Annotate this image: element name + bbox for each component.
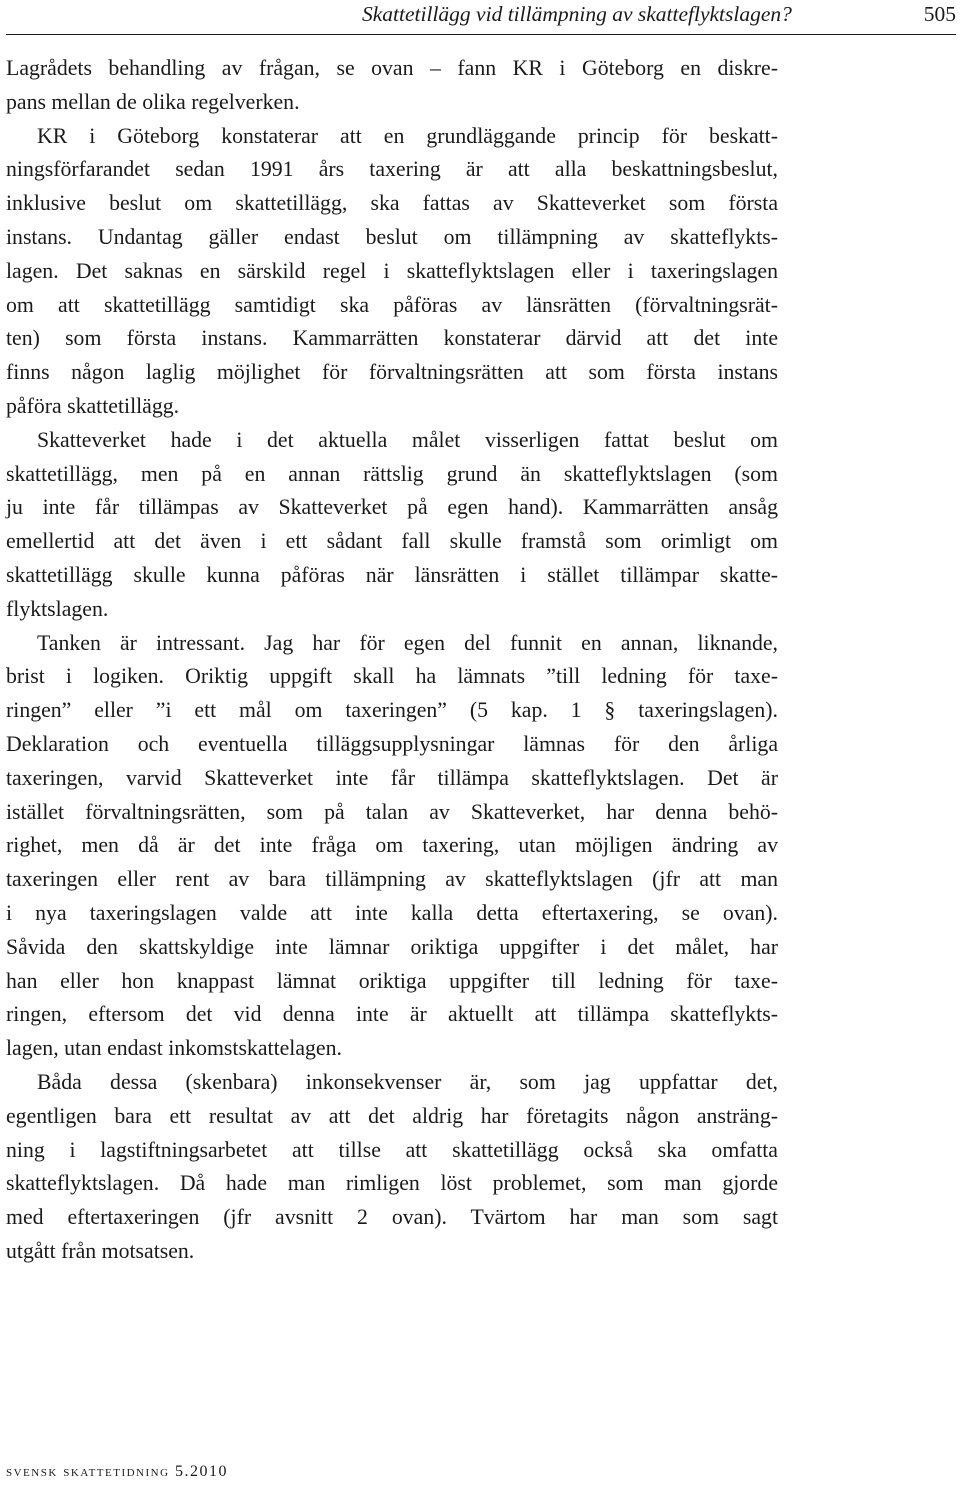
text-line: egentligen bara ett resultat av att det aldrig har företagits någon ansträng- — [6, 1103, 778, 1128]
text-line: Såvida den skattskyldige inte lämnar oriktiga uppgifter i det målet, har — [6, 934, 778, 959]
text-line: Tanken är intressant. Jag har för egen del funnit en annan, liknande, — [37, 630, 778, 655]
text-line: i nya taxeringslagen valde att inte kalla detta eftertaxering, se ovan). — [6, 900, 778, 925]
text-line: finns någon laglig möjlighet för förvaltningsrätten att som första instans — [6, 360, 778, 385]
text-line: Deklaration och eventuella tilläggsupplysningar lämnas för den årliga — [6, 731, 778, 756]
text-line: skattetillägg, men på en annan rättslig grund än skatteflyktslagen (som — [6, 461, 778, 486]
text-line: ningsförfarandet sedan 1991 års taxering är att alla beskattningsbeslut, — [6, 157, 778, 182]
text-line: brist i logiken. Oriktig uppgift skall ha lämnats ”till ledning för taxe- — [6, 664, 778, 689]
text-line: skattetillägg skulle kunna påföras när länsrätten i stället tillämpar skatte- — [6, 562, 778, 587]
paragraph-5 — [6, 1066, 778, 1269]
text-line: Båda dessa (skenbara) inkonsekvenser är, som jag uppfattar det, — [37, 1069, 778, 1094]
running-header-title: Skattetillägg vid tillämpning av skatteflyktslagen? — [362, 2, 792, 26]
journal-footer: svensk skattetidning 5.2010 — [6, 1463, 229, 1480]
text-line: skatteflyktslagen. Då hade man rimligen löst problemet, som man gjorde — [6, 1171, 778, 1196]
text-line: utgått från motsatsen. — [6, 1238, 195, 1263]
text-line: instans. Undantag gäller endast beslut om tillämpning av skatteflykts- — [6, 224, 778, 249]
text-line: taxeringen, varvid Skatteverket inte får tillämpa skatteflyktslagen. Det är — [6, 765, 778, 790]
text-line: KR i Göteborg konstaterar att en grundläggande princip för beskatt- — [37, 123, 778, 148]
text-line: ten) som första instans. Kammarrätten konstaterar därvid att det inte — [6, 326, 778, 351]
paragraph-4 — [6, 627, 778, 1066]
text-line: emellertid att det även i ett sådant fall skulle framstå som orimligt om — [6, 529, 778, 554]
paragraph-3 — [6, 424, 778, 627]
text-line: inklusive beslut om skattetillägg, ska fattas av Skatteverket som första — [6, 191, 778, 216]
text-line: ringen” eller ”i ett mål om taxeringen” (5 kap. 1 § taxeringslagen). — [6, 698, 778, 723]
text-line: ringen, eftersom det vid denna inte är aktuellt att tillämpa skatteflykts- — [6, 1002, 778, 1027]
text-line: righet, men då är det inte fråga om taxering, utan möjligen ändring av — [6, 833, 778, 858]
article-body — [6, 52, 778, 1269]
text-line: lagen. Det saknas en särskild regel i skatteflyktslagen eller i taxeringslagen — [6, 258, 778, 283]
text-line: ju inte får tillämpas av Skatteverket på egen hand). Kammarrätten ansåg — [6, 495, 778, 520]
header-divider — [6, 34, 956, 35]
page-number: 505 — [923, 2, 956, 26]
text-line: lagen, utan endast inkomstskattelagen. — [6, 1036, 342, 1061]
text-line: med eftertaxeringen (jfr avsnitt 2 ovan). Tvärtom har man som sagt — [6, 1205, 778, 1230]
text-line: påföra skattetillägg. — [6, 393, 180, 418]
text-line: om att skattetillägg samtidigt ska påföras av länsrätten (förvaltningsrät- — [6, 292, 778, 317]
text-line: pans mellan de olika regelverken. — [6, 89, 300, 114]
text-line: istället förvaltningsrätten, som på talan av Skatteverket, har denna behö- — [6, 799, 778, 824]
text-line: han eller hon knappast lämnat oriktiga uppgifter till ledning för taxe- — [6, 968, 778, 993]
text-line: taxeringen eller rent av bara tillämpning av skatteflyktslagen (jfr att man — [6, 867, 778, 892]
text-line: Skatteverket hade i det aktuella målet visserligen fattat beslut om — [37, 427, 778, 452]
text-line: flyktslagen. — [6, 596, 109, 621]
paragraph-2 — [6, 120, 778, 424]
text-line: Lagrådets behandling av frågan, se ovan – fann KR i Göteborg en diskre- — [6, 56, 778, 80]
paragraph-1 — [6, 52, 778, 120]
text-line: ning i lagstiftningsarbetet att tillse att skattetillägg också ska omfatta — [6, 1137, 778, 1162]
